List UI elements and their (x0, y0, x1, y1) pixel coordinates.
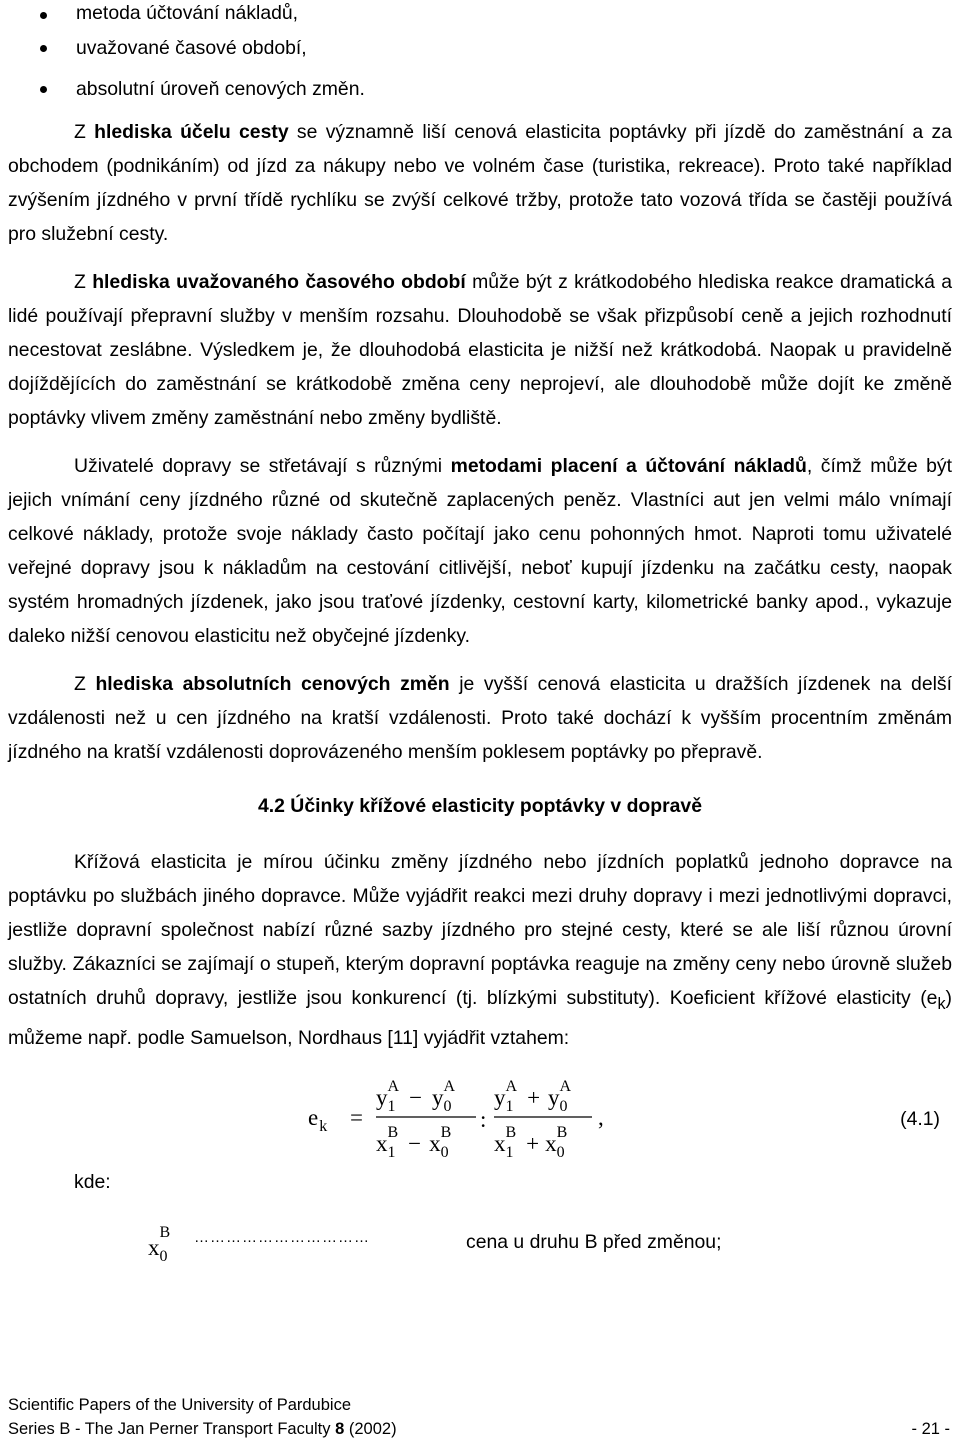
body-text-after-section (8, 845, 952, 1055)
bullet-dot-icon (40, 12, 47, 19)
page-number: - 21 - (911, 1420, 950, 1438)
svg-text:x0B: $x_0B$ (148, 1223, 171, 1265)
text-run: e (926, 987, 938, 1009)
body-text-before-section (8, 115, 952, 769)
text-run: může být z krátkodobého hlediska reakce dramatická a lidé používají přepravní služby v menším rozsahu. Dlouhodobě se však přizpůsobí ceně a jejich rozhodnutí necestovat zeslábne. Výsledkem je, že dlouhodobá elasticita je nižší než krátkodobá. Naopak u pravidelně dojíždějících do zaměstnání se krátkodobě změna ceny neprojeví, ale dlouhodobě může dojít ke změně poptávky vlivem změny zaměstnání nebo změny bydliště. (8, 271, 953, 429)
text-run: Uživatelé dopravy se střetávají s různými (74, 455, 451, 477)
paragraph (8, 115, 952, 251)
paragraph (8, 449, 952, 653)
paragraph (8, 845, 952, 1055)
footer-volume: 8 (335, 1420, 345, 1438)
document-page (8, 0, 952, 1281)
definition-text: cena u druhu B před změnou; (466, 1230, 722, 1253)
bold-phrase: hlediska účelu cesty (94, 121, 289, 143)
paragraph (8, 667, 952, 769)
footer-journal: Scientific Papers of the University of Pardubice (8, 1396, 351, 1414)
eq-equals: = (350, 1104, 363, 1130)
section-heading: 4.2 Účinky křížové elasticity poptávky v dopravě (257, 795, 703, 817)
text-run: Křížová elasticita je mírou účinku změny jízdného nebo jízdních poplatků jednoho dopravce na poptávku po službách jiného dopravce. Může vyjádřit reakci mezi druhy dopravy i mezi jednotlivými dopravci, jestliže dopravní společnost nabízí různé sazby jízdného pro stejné cesty, které se ale liší různou úrovní služby. Zákazníci se zajímají o stupeň, kterým dopravní poptávka reaguje na změny ceny nebo úrovně služeb ostatních druhů dopravy, jestliže jsou konkurencí (tj. blízkými substituty). Koeficient křížové elasticity ( (8, 851, 952, 1009)
bullet-dot-icon (40, 86, 47, 93)
bullet-text: absolutní úroveň cenových změn. (76, 78, 365, 100)
equation-4-1 (8, 1069, 952, 1165)
text-run: ) můžeme např. podle Samuelson, Nordhaus [11] vyjádřit vztahem: (8, 987, 952, 1049)
definition-row (8, 1221, 952, 1281)
text-run: je vyšší cenová elasticita u dražších jízdenek na delší vzdálenosti než u cen jízdného na kratší vzdálenosti. Proto také dochází k vyšším procentním změnám jízdného na kratší vzdálenosti doprovázeného menším poklesem poptávky po přepravě. (8, 673, 952, 763)
paragraph (8, 265, 952, 435)
eq-den-right: $x_1B + x_0B$ (494, 1123, 568, 1161)
bold-phrase: hlediska uvažovaného časového období (92, 271, 466, 293)
eq-ratio: : (480, 1106, 487, 1132)
text-run: Z (74, 271, 93, 293)
footer-series-prefix: Series B - The Jan Perner Transport Faculty (8, 1420, 336, 1438)
definition-leader-dots: …………………………… (194, 1228, 370, 1246)
footer-year: (2002) (344, 1420, 397, 1438)
bullet-list (8, 0, 952, 115)
bullet-dot-icon (40, 45, 47, 52)
bullet-item (8, 74, 952, 115)
bullet-item (8, 33, 952, 74)
where-label: kde: (74, 1170, 111, 1193)
page-footer (8, 1393, 952, 1441)
bold-phrase: hlediska absolutních cenových změn (95, 673, 450, 695)
bullet-item (8, 0, 952, 33)
eq-den-left: $x_1B - x_0B$ (376, 1123, 452, 1161)
text-run: Z (74, 673, 96, 695)
bold-phrase: metodami placení a účtování nákladů (450, 455, 807, 477)
bullet-text: uvažované časové období, (76, 37, 307, 59)
subscript: k (937, 994, 946, 1013)
eq-num-left: $y_1A - y_0A$ (376, 1077, 456, 1115)
footer-series (8, 1417, 952, 1441)
definition-symbol (148, 1221, 194, 1271)
text-run: se významně liší cenová elasticita poptávky při jízdě do zaměstnání a za obchodem (podnikáním) od jízd za nákupy nebo ve volném čase (turistika, rekreace). Proto také například zvýšením jízdného v první třídě rychlíku se zvýší celkové tržby, protože tato vozová třída se častěji používá pro služební cesty. (8, 121, 952, 245)
eq-label: (4.1) (900, 1107, 940, 1130)
text-run: , čímž může být jejich vnímání ceny jízdného různé od skutečně zaplacených peněz. Vlastníci aut jen velmi málo vnímají celkové náklady, protože svoje náklady často počítají jako cenu pohonných hmot. Naproti tomu uživatelé veřejné dopravy jsou k nákladům na cestování citlivější, neboť kupují jízdenku na začátku cesty, naopak systém hromadných jízdenek, jako jsou traťové jízdenky, cestovní karty, kilometrické banky apod., vykazuje daleko nižší cenovou elasticitu než obyčejné jízdenky. (8, 455, 952, 647)
text-run: Z (74, 121, 95, 143)
eq-num-right: $y_1A + y_0A$ (494, 1077, 572, 1115)
bullet-text: metoda účtování nákladů, (76, 2, 299, 24)
equation-svg (8, 1069, 952, 1165)
eq-lhs: $e_k$ (308, 1104, 328, 1135)
eq-comma: , (598, 1104, 604, 1130)
